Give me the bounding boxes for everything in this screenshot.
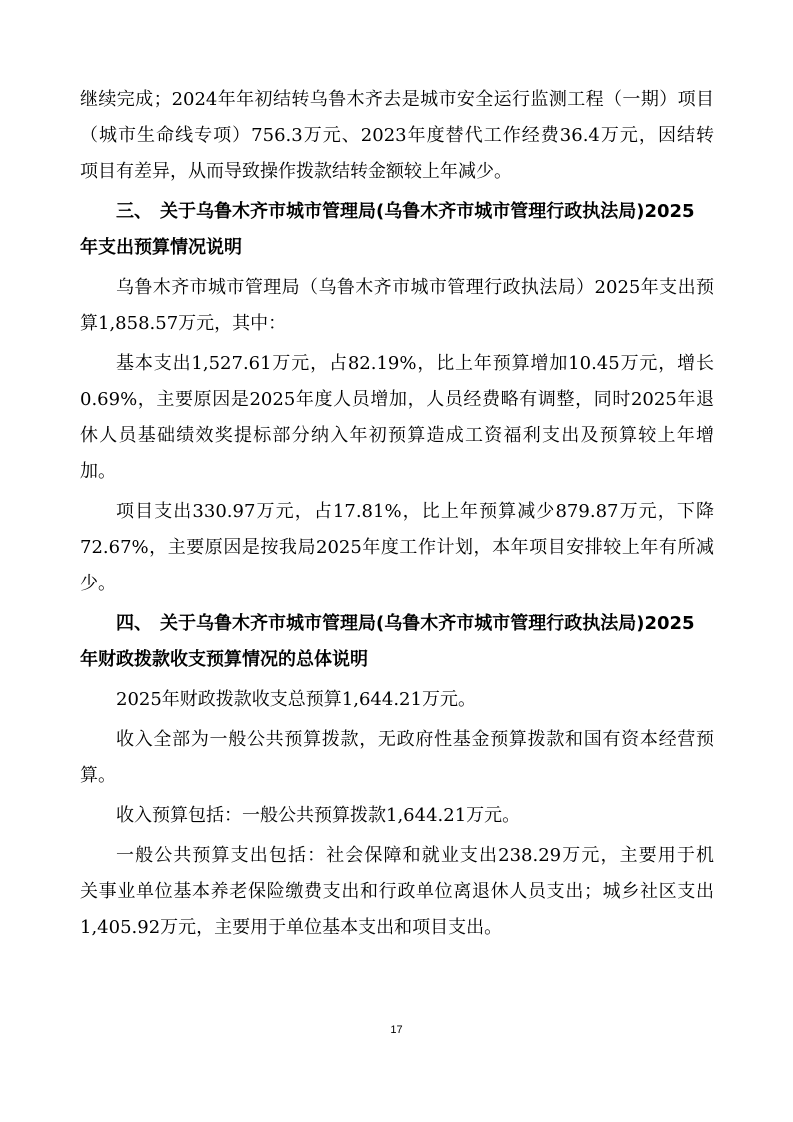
section-number: 三、: [116, 201, 152, 222]
section-heading-line: [80, 606, 714, 642]
section-title-continuation: 年支出预算情况说明: [80, 237, 242, 258]
intro-paragraph: [80, 82, 714, 190]
page-number: 17: [390, 1024, 403, 1036]
section-three-paragraph: [80, 494, 714, 602]
section-number: 四、: [116, 613, 152, 634]
paragraph-line: 项目有差异，从而导致操作拨款结转金额较上年减少。: [80, 161, 512, 182]
section-title: 关于乌鲁木齐市城市管理局(乌鲁木齐市城市管理行政执法局)2025: [160, 201, 695, 222]
paragraph-line: 基本支出1,527.61万元，占82.19%，比上年预算增加10.45万元，增长: [116, 353, 714, 374]
paragraph-line: （城市生命线专项）756.3万元、2023年度替代工作经费36.4万元，因结转: [80, 125, 714, 146]
section-four-paragraph: [80, 798, 714, 834]
section-title: 关于乌鲁木齐市城市管理局(乌鲁木齐市城市管理行政执法局)2025: [160, 613, 695, 634]
section-three-paragraph: [80, 270, 714, 342]
paragraph-line: 收入预算包括：一般公共预算拨款1,644.21万元。: [116, 805, 521, 826]
section-four-paragraph: [80, 722, 714, 794]
section-four-heading: [80, 606, 714, 678]
paragraph-line: 休人员基础绩效奖提标部分纳入年初预算造成工资福利支出及预算较上年增: [80, 425, 714, 446]
section-title-continuation: 年财政拨款收支预算情况的总体说明: [80, 649, 368, 670]
section-three-heading: [80, 194, 714, 266]
paragraph-line: 项目支出330.97万元，占17.81%，比上年预算减少879.87万元，下降: [116, 501, 714, 522]
section-four-paragraph: [80, 682, 714, 718]
paragraph-line: 1,405.92万元，主要用于单位基本支出和项目支出。: [80, 917, 503, 938]
paragraph-line: 0.69%，主要原因是2025年度人员增加，人员经费略有调整，同时2025年退: [80, 389, 714, 410]
paragraph-line: 72.67%，主要原因是按我局2025年度工作计划，本年项目安排较上年有所减: [80, 537, 714, 558]
paragraph-line: 少。: [80, 573, 116, 594]
paragraph-line: 算。: [80, 765, 116, 786]
paragraph-line: 关事业单位基本养老保险缴费支出和行政单位离退休人员支出；城乡社区支出: [80, 881, 714, 902]
document-body: [80, 82, 714, 946]
paragraph-line: 加。: [80, 461, 116, 482]
section-three-paragraph: [80, 346, 714, 490]
paragraph-line: 算1,858.57万元，其中：: [80, 313, 287, 334]
section-heading-line: [80, 194, 714, 230]
paragraph-line: 收入全部为一般公共预算拨款，无政府性基金预算拨款和国有资本经营预: [116, 729, 714, 750]
paragraph-line: 一般公共预算支出包括：社会保障和就业支出238.29万元，主要用于机: [116, 845, 714, 866]
paragraph-line: 乌鲁木齐市城市管理局（乌鲁木齐市城市管理行政执法局）2025年支出预: [116, 277, 714, 298]
section-four-paragraph: [80, 838, 714, 946]
paragraph-line: 继续完成；2024年年初结转乌鲁木齐去是城市安全运行监测工程（一期）项目: [80, 89, 714, 110]
paragraph-line: 2025年财政拨款收支总预算1,644.21万元。: [116, 689, 476, 710]
